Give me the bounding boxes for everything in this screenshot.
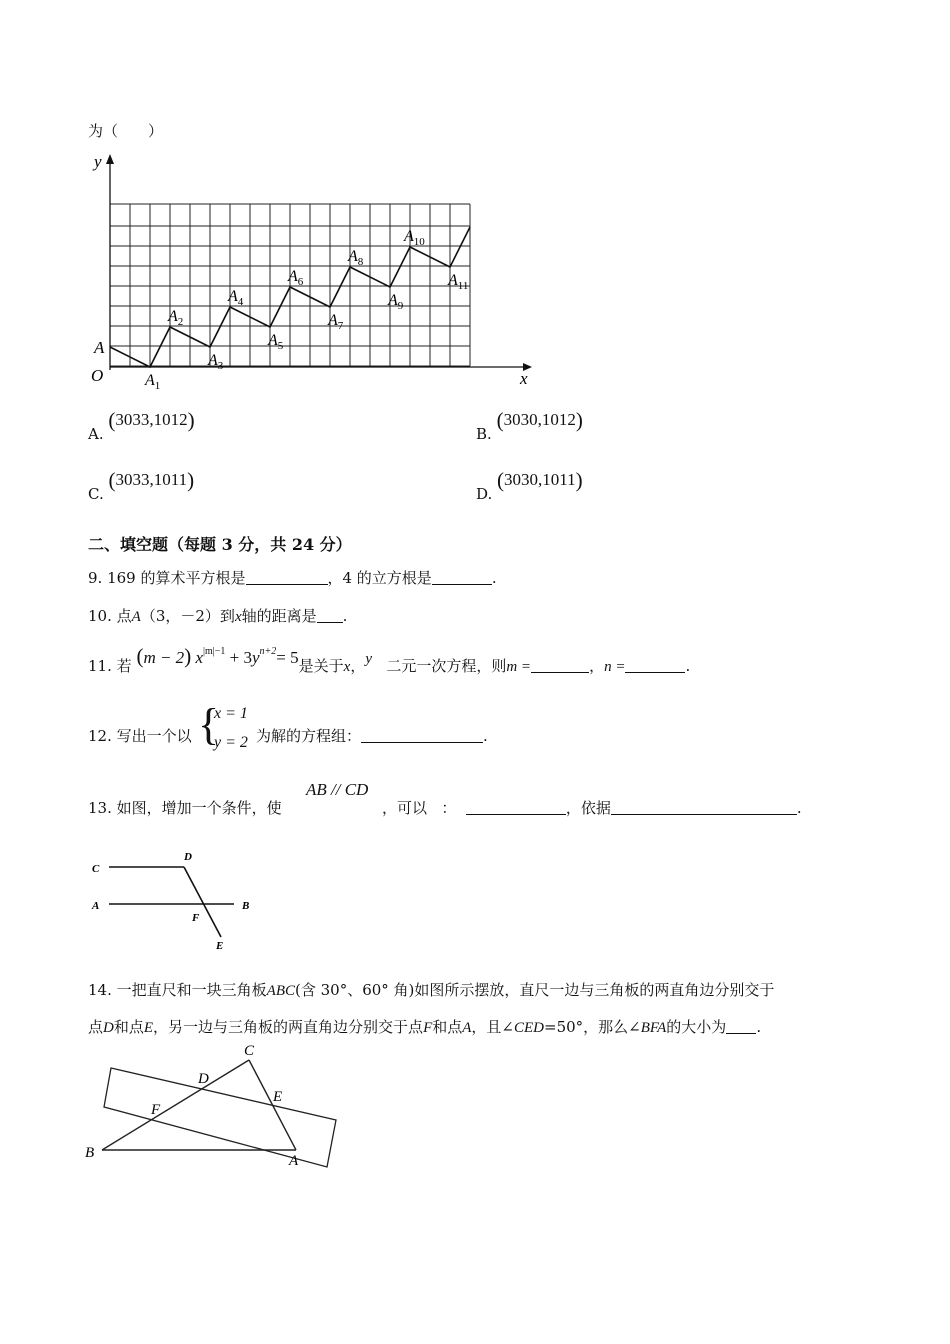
option-d-value: 3030,1011 — [504, 470, 576, 489]
option-c-value: 3033,1011 — [115, 470, 188, 489]
q12-tail — [256, 725, 488, 746]
q14-text: 一把直尺和一块三角板 — [116, 981, 267, 999]
q10-axis: x — [234, 609, 242, 625]
q11-var: y — [252, 648, 260, 667]
q14-text: 和点 — [113, 1018, 144, 1036]
q14-number: 14. — [88, 981, 112, 999]
q12-text: 写出一个以 — [116, 727, 192, 745]
q11-equation: (m − 2) $x^{|m|-1} + 3y^{n+2}= 5$ — [136, 644, 299, 668]
triangle-side-ca — [249, 1060, 296, 1150]
q13-number: 13. — [88, 799, 112, 817]
q14-text: 的大小为 — [666, 1018, 727, 1036]
q14-a: A — [462, 1020, 472, 1036]
option-a-value: 3033,1012 — [115, 410, 188, 429]
point-label-a11: $A_{11}$ — [448, 272, 469, 292]
paren-close: ) — [575, 468, 583, 492]
q14-blank[interactable] — [726, 1019, 756, 1034]
point-label-a1: $A_1$ — [145, 372, 161, 390]
q11-n-eq: n = — [604, 659, 626, 675]
q11-blank-m[interactable] — [531, 658, 589, 673]
y-axis-label: y — [94, 152, 102, 171]
paren-open: ( — [497, 468, 505, 492]
q9-end: . — [491, 569, 497, 587]
option-b[interactable] — [476, 408, 583, 445]
q8-stem-tail: 为（ ） — [88, 122, 164, 140]
point-label-a8: $A_8$ — [348, 248, 364, 268]
q12-blank[interactable] — [361, 728, 483, 743]
point-label-a9: $A_9$ — [388, 292, 404, 312]
triangle-side-bc — [102, 1060, 249, 1150]
q14-e: E — [143, 1020, 154, 1036]
label-f: F — [151, 1102, 161, 1118]
option-a-letter: A. — [88, 425, 104, 443]
q12-eq-2: y = 2 — [214, 734, 248, 751]
q11-end: . — [685, 657, 691, 675]
point-label-a3: $A_3$ — [208, 352, 224, 372]
q14-text: ，且∠ — [471, 1018, 514, 1036]
option-c[interactable] — [88, 468, 195, 505]
q14-abc: ABC — [266, 983, 295, 999]
x-axis-label: x — [520, 369, 528, 388]
paren-open: ( — [108, 408, 116, 432]
q11-text: 是关于 — [298, 657, 344, 675]
grid — [110, 204, 470, 366]
label-d: D — [184, 851, 192, 863]
q14-f: F — [423, 1020, 433, 1036]
q14-text: 点 — [88, 1018, 104, 1036]
label-d: D — [198, 1071, 209, 1087]
option-d[interactable] — [476, 468, 583, 505]
point-label-a4: $A_4$ — [228, 288, 244, 308]
q11-exponent: |m|−1 — [202, 646, 226, 657]
q11-var: x — [195, 648, 203, 667]
start-point-label: A — [94, 338, 105, 357]
q14-ced: CED — [514, 1020, 544, 1036]
question-9 — [88, 567, 497, 588]
q14-end: . — [756, 1018, 762, 1036]
section-heading: 二、填空题（每题 3 分，共 24 分） — [88, 535, 352, 554]
q13-figure — [84, 845, 274, 955]
q9-number: 9. — [88, 569, 103, 587]
q10-coords: （3，－2） — [140, 607, 220, 625]
point-label-a6: $A_6$ — [288, 268, 304, 288]
question-13 — [88, 797, 282, 818]
option-b-letter: B. — [476, 425, 492, 443]
question-12 — [88, 725, 192, 746]
label-e: E — [273, 1089, 283, 1105]
y-axis-arrow-icon — [106, 154, 114, 164]
label-a: A — [289, 1153, 299, 1169]
q11-var-x: x — [343, 659, 351, 675]
line-de — [184, 867, 221, 937]
q12-end: . — [483, 727, 488, 745]
q14-d: D — [103, 1020, 114, 1036]
question-14-line-1 — [88, 979, 774, 1000]
q10-text: 到 — [219, 607, 235, 625]
origin-label: O — [91, 366, 104, 385]
q11-term: + 3 — [229, 648, 252, 667]
option-a[interactable] — [88, 408, 195, 445]
q10-point: A — [131, 609, 141, 625]
point-label-a7: $A_7$ — [328, 312, 344, 332]
option-d-letter: D. — [476, 485, 493, 503]
q9-text: ，4 的立方根是 — [327, 569, 432, 587]
q10-blank[interactable] — [317, 608, 343, 623]
q10-end: . — [342, 607, 348, 625]
label-c: C — [92, 863, 100, 875]
paren-open: ( — [496, 408, 504, 432]
label-c: C — [244, 1043, 255, 1059]
q11-text: 二元一次方程，则 — [386, 657, 507, 675]
q11-var-y: y — [365, 651, 373, 667]
q12-brace: { — [198, 700, 220, 749]
q11-term: = 5 — [276, 648, 299, 667]
point-label-a2: $A_2$ — [168, 308, 184, 328]
q13-text: ，依据 — [565, 799, 611, 817]
label-b: B — [85, 1145, 95, 1161]
q11-number: 11. — [88, 657, 112, 675]
label-f: F — [192, 912, 200, 924]
q13-blank-2[interactable] — [611, 800, 797, 815]
q14-text: =50°，那么∠ — [544, 1018, 641, 1036]
q11-comma: ， — [350, 657, 366, 675]
point-label-a5: $A_5$ — [268, 332, 284, 352]
point-label-a10: $A_{10}$ — [404, 228, 425, 248]
label-a: A — [92, 900, 100, 912]
q13-blank-1[interactable] — [466, 800, 566, 815]
label-e: E — [216, 940, 224, 952]
q11-text: 若 — [116, 657, 132, 675]
q13-text: 如图，增加一个条件，使 — [116, 799, 282, 817]
q11-sep: ， — [589, 657, 605, 675]
question-11 — [88, 644, 691, 677]
option-b-value: 3030,1012 — [503, 410, 576, 429]
paren-close: ) — [187, 408, 195, 432]
q11-blank-n[interactable] — [625, 658, 685, 673]
q9-blank-2[interactable] — [432, 570, 492, 585]
q11-term: m − 2 — [143, 648, 185, 667]
ruler — [104, 1068, 336, 1167]
q14-figure — [80, 1040, 350, 1170]
q13-text: ，可以 — [382, 799, 428, 817]
q13-end: . — [796, 799, 802, 817]
q10-number: 10. — [88, 607, 112, 625]
q13-tail — [382, 797, 802, 818]
q14-text: ，另一边与三角板的两直角边分别交于点 — [153, 1018, 424, 1036]
q13-colon: ： — [441, 799, 457, 817]
label-b: B — [242, 900, 250, 912]
option-c-letter: C. — [88, 485, 104, 503]
question-10 — [88, 605, 347, 626]
q13-relation: AB // CD — [306, 780, 369, 799]
question-14-line-2 — [88, 1016, 761, 1037]
q11-exponent: n+2 — [259, 646, 277, 657]
paren-open: ( — [108, 468, 116, 492]
paren-close: ) — [187, 468, 195, 492]
q14-bfa: BFA — [640, 1020, 667, 1036]
q14-text: 和点 — [432, 1018, 463, 1036]
paren-close: ) — [575, 408, 583, 432]
q12-number: 12. — [88, 727, 112, 745]
q11-m-eq: m = — [506, 659, 532, 675]
q10-text: 轴的距离是 — [241, 607, 317, 625]
q12-text: 为解的方程组： — [256, 727, 362, 745]
q8-graph — [80, 145, 540, 390]
q10-text: 点 — [116, 607, 132, 625]
q9-text: 169 的算术平方根是 — [107, 569, 246, 587]
q12-eq-1: x = 1 — [214, 705, 248, 722]
q14-text: (含 30°、60° 角)如图所示摆放，直尺一边与三角板的两直角边分别交于 — [295, 981, 775, 999]
q9-blank-1[interactable] — [246, 570, 328, 585]
